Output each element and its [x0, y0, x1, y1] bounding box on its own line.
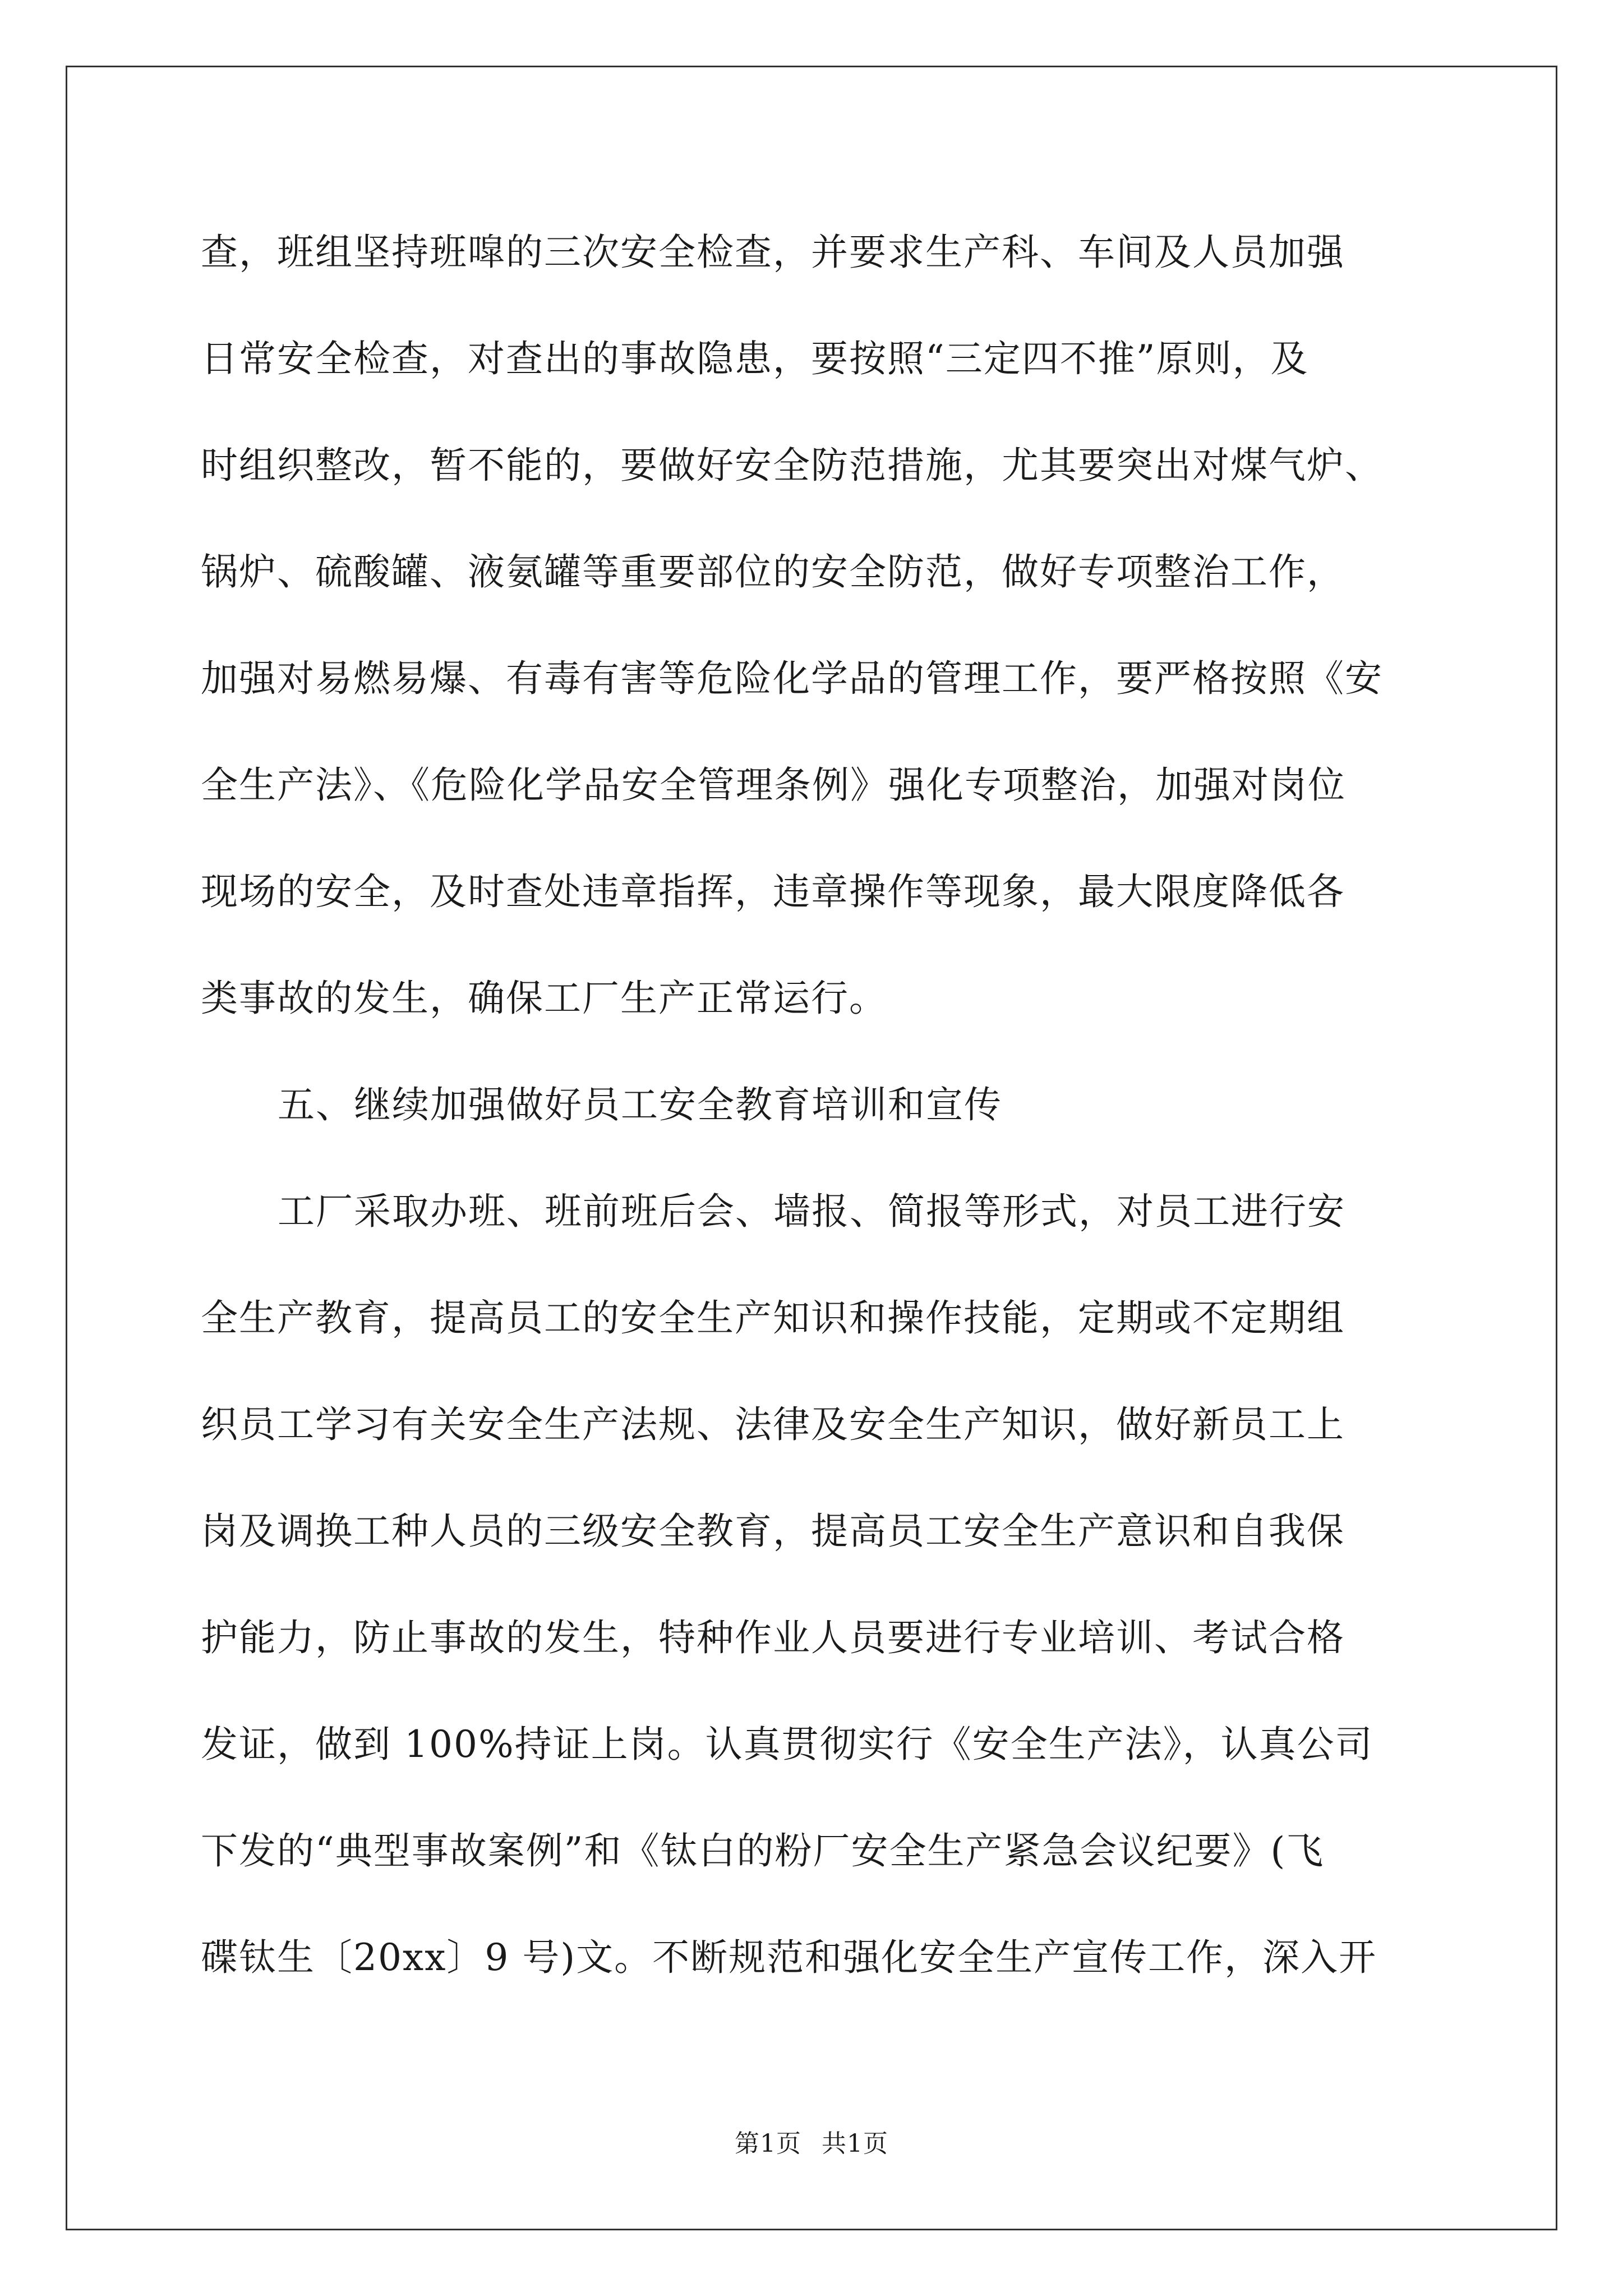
text-line-6: 全生产法》、《危险化学品安全管理条例》强化专项整治，加强对岗位 [201, 763, 1346, 807]
page-footer [0, 2123, 1623, 2159]
page-number-current: 第1页 [735, 2129, 801, 2158]
text-line-10: 工厂采取办班、班前班后会、墙报、简报等形式，对员工进行安 [278, 1190, 1345, 1233]
text-line-11: 全生产教育，提高员工的安全生产知识和操作技能，定期或不定期组 [201, 1296, 1345, 1340]
text-line-3: 时组织整改，暂不能的，要做好安全防范措施，尤其要突出对煤气炉、 [201, 444, 1383, 487]
text-line-17: 碟钛生〔20xx〕9 号)文。不断规范和强化安全生产宣传工作，深入开 [201, 1936, 1377, 1979]
section-heading: 五、继续加强做好员工安全教育培训和宣传 [278, 1083, 1002, 1126]
text-line-15: 发证，做到 100%持证上岗。认真贯彻实行《安全生产法》，认真公司 [201, 1723, 1373, 1766]
text-line-5: 加强对易燃易爆、有毒有害等危险化学品的管理工作，要严格按照《安 [201, 657, 1383, 700]
document-body [201, 213, 1435, 2025]
text-line-2: 日常安全检查，对查出的事故隐患，要按照“三定四不推”原则，及 [201, 337, 1309, 380]
text-line-7: 现场的安全，及时查处违章指挥，违章操作等现象，最大限度降低各 [201, 870, 1345, 913]
text-line-8: 类事故的发生，确保工厂生产正常运行。 [201, 977, 887, 1020]
text-line-13: 岗及调换工种人员的三级安全教育，提高员工安全生产意识和自我保 [201, 1510, 1345, 1553]
page-number-total: 共1页 [822, 2129, 888, 2158]
text-line-4: 锅炉、硫酸罐、液氨罐等重要部位的安全防范，做好专项整治工作， [201, 550, 1345, 593]
text-line-16: 下发的“典型事故案例”和《钛白的粉厂安全生产紧急会议纪要》(飞 [201, 1829, 1325, 1872]
text-line-12: 织员工学习有关安全生产法规、法律及安全生产知识，做好新员工上 [201, 1403, 1345, 1446]
text-line-1: 查，班组坚持班噑的三次安全检查，并要求生产科、车间及人员加强 [201, 231, 1345, 274]
text-line-14: 护能力，防止事故的发生，特种作业人员要进行专业培训、考试合格 [201, 1616, 1345, 1659]
